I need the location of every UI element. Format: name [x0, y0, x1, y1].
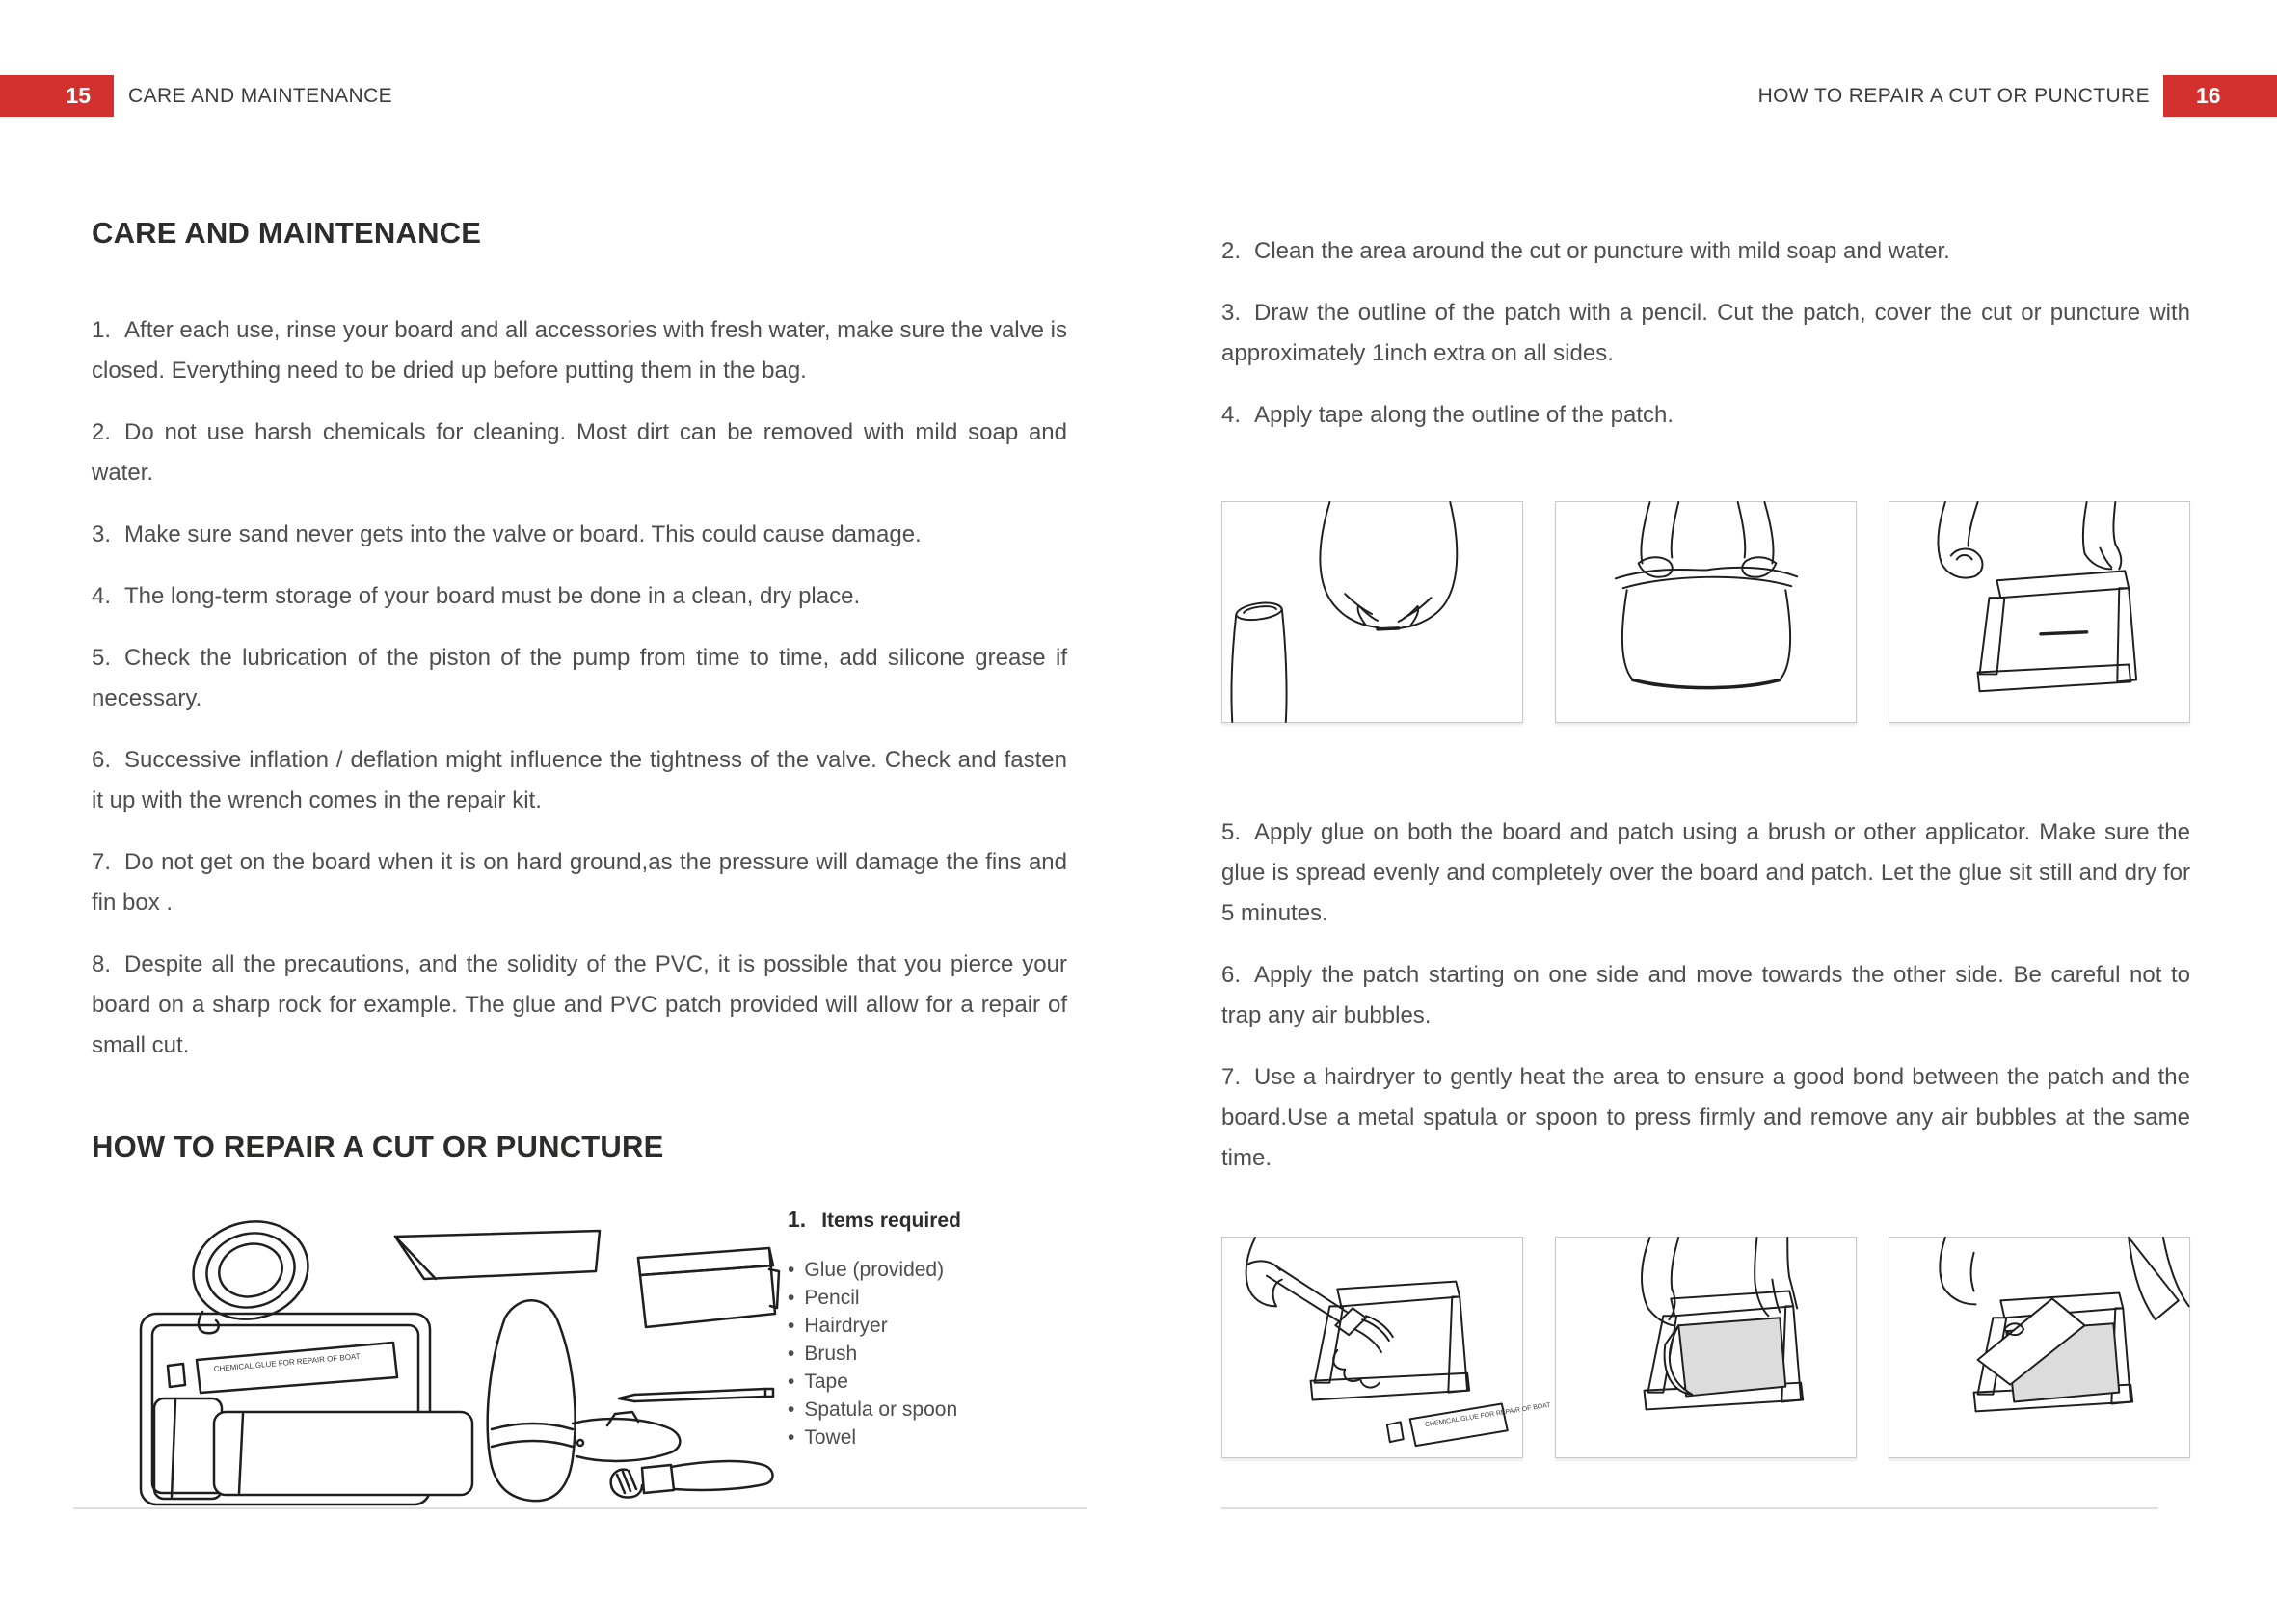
- item-number: 8.: [92, 951, 112, 977]
- page-number-left: 15: [66, 83, 91, 108]
- item-number: 6.: [1221, 962, 1242, 988]
- item-text: Despite all the precautions, and the solidity of the PVC, it is possible that you pierce your board on a sharp rock for example. The glue and PVC patch provided will allow for a repair of small cut.: [92, 951, 1067, 1058]
- figure-tape-the-outline: [1889, 501, 2190, 723]
- apply-glue-illustration: [1222, 1238, 1552, 1457]
- item-number: 6.: [92, 747, 112, 773]
- item-text: Clean the area around the cut or puncture with mild soap and water.: [1254, 238, 1950, 264]
- care-item-4: [92, 576, 1067, 617]
- glue-tube-label: CHEMICAL GLUE FOR REPAIR OF BOAT: [213, 1351, 361, 1373]
- list-item: • Pencil: [788, 1284, 1067, 1312]
- item-number: 2.: [1221, 238, 1242, 264]
- items-required-block: [788, 1207, 1067, 1451]
- item-number: 4.: [1221, 402, 1242, 428]
- repair-steps-top: [1221, 231, 2190, 457]
- glue-tube-label: CHEMICAL GLUE FOR REPAIR OF BOAT: [1424, 1401, 1552, 1429]
- figure-apply-patch: [1555, 1237, 1857, 1458]
- list-item: • Tape: [788, 1368, 1067, 1396]
- footer-rule-right: [1221, 1507, 2158, 1509]
- item-number: 5.: [1221, 819, 1242, 845]
- list-item: • Brush: [788, 1340, 1067, 1368]
- list-item: • Hairdryer: [788, 1312, 1067, 1340]
- item-number: 4.: [92, 583, 112, 609]
- item-number: 2.: [92, 419, 112, 445]
- locate-cut-illustration: [1222, 502, 1522, 722]
- running-title-right: HOW TO REPAIR A CUT OR PUNCTURE: [1757, 84, 2150, 107]
- pencil-icon: [619, 1389, 773, 1401]
- towel-icon: [638, 1248, 779, 1327]
- page-number-badge-left: [0, 75, 114, 117]
- figures-row-1: [1221, 501, 2190, 723]
- item-text: Use a hairdryer to gently heat the area to ensure a good bond between the patch and the board.Use a metal spatula or spoon to press firmly and remove any air bubbles at the same time.: [1221, 1064, 2190, 1171]
- items-required-title: [788, 1207, 1067, 1233]
- item-number: 7.: [92, 849, 112, 875]
- item-number: 3.: [92, 521, 112, 547]
- repair-step-3: [1221, 293, 2190, 374]
- spatula-icon: [395, 1231, 600, 1279]
- repair-kit-pouch-icon: [141, 1314, 472, 1504]
- repair-step-2: [1221, 231, 2190, 272]
- care-item-2: [92, 413, 1067, 493]
- item-text: Do not use harsh chemicals for cleaning. Most dirt can be removed with mild soap and water.: [92, 419, 1067, 486]
- item-text: Apply the patch starting on one side and move towards the other side. Be careful not to trap any air bubbles.: [1221, 962, 2190, 1028]
- figure-locate-the-cut: [1221, 501, 1523, 723]
- cover-patch-illustration: [1556, 502, 1856, 722]
- item-number: 1.: [92, 317, 112, 343]
- repair-step-6: [1221, 955, 2190, 1036]
- list-item: • Towel: [788, 1424, 1067, 1451]
- items-required-number: 1.: [788, 1207, 807, 1232]
- item-number: 7.: [1221, 1064, 1242, 1090]
- items-required-label: Items required: [821, 1210, 961, 1232]
- page-number-badge-right: [2163, 75, 2277, 117]
- item-text: After each use, rinse your board and all accessories with fresh water, make sure the valve is closed. Everything need to be dried up before putting them in the bag.: [92, 317, 1067, 384]
- repair-step-7: [1221, 1057, 2190, 1179]
- figures-row-2: [1221, 1237, 2190, 1458]
- item-text: Apply glue on both the board and patch using a brush or other applicator. Make sure the glue is spread evenly and completely over the board and patch. Let the glue sit still and dry for 5 minutes.: [1221, 819, 2190, 926]
- item-text: Apply tape along the outline of the patch.: [1254, 402, 1674, 428]
- care-item-5: [92, 638, 1067, 719]
- item-text: Check the lubrication of the piston of the pump from time to time, add silicone grease if necessary.: [92, 645, 1067, 711]
- tape-outline-illustration: [1889, 502, 2189, 722]
- repair-heading: HOW TO REPAIR A CUT OR PUNCTURE: [92, 1130, 664, 1163]
- item-text: Make sure sand never gets into the valve or board. This could cause damage.: [124, 521, 922, 547]
- care-item-1: [92, 310, 1067, 391]
- care-paragraphs: [92, 310, 1067, 1087]
- item-number: 5.: [92, 645, 112, 671]
- repair-kit-drawing: [106, 1198, 781, 1516]
- press-spatula-illustration: [1889, 1238, 2189, 1457]
- apply-patch-illustration: [1556, 1238, 1856, 1457]
- list-item: • Glue (provided): [788, 1256, 1067, 1284]
- figure-press-with-spatula: [1889, 1237, 2190, 1458]
- item-text: Successive inflation / deflation might influence the tightness of the valve. Check and fasten it up with the wrench comes in the repair kit.: [92, 747, 1067, 813]
- care-item-6: [92, 740, 1067, 821]
- repair-steps-bottom: [1221, 812, 2190, 1200]
- repair-step-5: [1221, 812, 2190, 934]
- brush-icon: [611, 1461, 773, 1497]
- repair-kit-illustration: [106, 1198, 781, 1516]
- item-text: Do not get on the board when it is on hard ground,as the pressure will damage the fins and fin box .: [92, 849, 1067, 916]
- care-item-7: [92, 842, 1067, 923]
- care-item-3: [92, 515, 1067, 555]
- figure-cover-with-patch: [1555, 501, 1857, 723]
- item-text: The long-term storage of your board must be done in a clean, dry place.: [124, 583, 861, 609]
- item-number: 3.: [1221, 300, 1242, 326]
- item-text: Draw the outline of the patch with a pencil. Cut the patch, cover the cut or puncture with approximately 1inch extra on all sides.: [1221, 300, 2190, 366]
- footer-rule-left: [73, 1507, 1087, 1509]
- list-item: • Spatula or spoon: [788, 1396, 1067, 1424]
- care-item-8: [92, 945, 1067, 1066]
- page-number-right: 16: [2196, 83, 2221, 108]
- figure-apply-glue: [1221, 1237, 1552, 1458]
- items-required-list: [788, 1256, 1067, 1451]
- care-heading: CARE AND MAINTENANCE: [92, 216, 482, 250]
- running-title-left: CARE AND MAINTENANCE: [128, 84, 393, 107]
- repair-step-4: [1221, 395, 2190, 436]
